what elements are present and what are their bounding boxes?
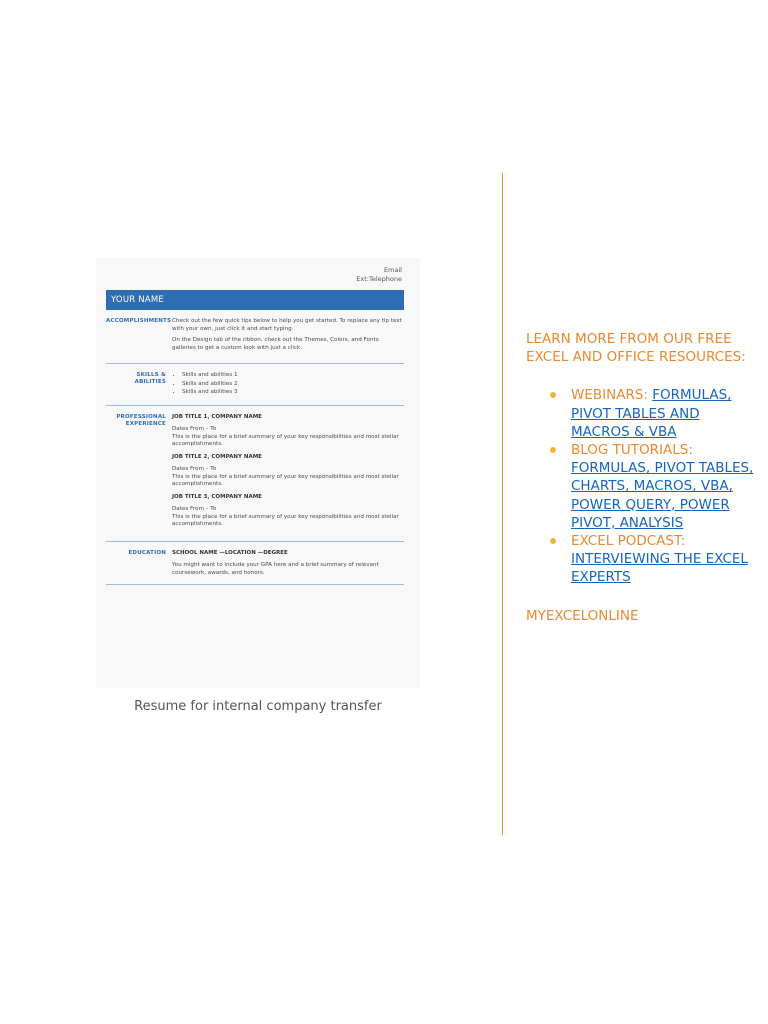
school-name: SCHOOL NAME —LOCATION —DEGREE	[172, 549, 288, 556]
section-label: ACCOMPLISHMENTS	[106, 318, 172, 324]
section-label: SKILLS & ABILITIES	[134, 372, 166, 385]
resource-label: EXCEL PODCAST:	[571, 533, 686, 550]
blog-tutorials-link[interactable]: FORMULAS, PIVOT TABLES, CHARTS, MACROS, VBA, POWER QUERY, POWER PIVOT, ANALYSIS	[571, 460, 754, 531]
accomplishments-section	[106, 310, 404, 364]
resource-item-podcast	[526, 532, 761, 587]
job-entry	[172, 494, 404, 529]
job-title: JOB TITLE 2, COMPANY NAME	[172, 453, 262, 460]
experience-section	[106, 406, 404, 542]
section-label: PROFESSIONAL EXPERIENCE	[116, 413, 166, 427]
resource-item-blog	[526, 441, 761, 532]
skills-section	[106, 364, 404, 406]
resume-preview	[106, 266, 404, 585]
resource-item-webinars	[526, 386, 761, 441]
job-description: This is the place for a brief summary of your key responsibilities and most stellar accomplishments.	[172, 433, 399, 447]
podcast-link[interactable]: INTERVIEWING THE EXCEL EXPERTS	[571, 551, 748, 586]
education-section	[106, 542, 404, 586]
bullet-icon	[550, 392, 556, 398]
skill-item: • Skills and abilities 1	[182, 372, 404, 380]
resume-email: Email	[383, 266, 402, 274]
job-entry	[172, 454, 404, 489]
skill-item: • Skills and abilities 3	[182, 389, 404, 397]
job-title: JOB TITLE 3, COMPANY NAME	[172, 493, 262, 500]
resume-contact	[106, 266, 402, 284]
resume-caption: Resume for internal company transfer	[134, 699, 382, 714]
job-dates: Dates From – To	[172, 506, 217, 512]
resource-label: BLOG TUTORIALS:	[571, 442, 693, 459]
bullet-icon	[550, 447, 556, 453]
education-description: You might want to include your GPA here and a brief summary of relevant coursework, awards, and honors.	[172, 562, 379, 576]
resources-panel	[526, 330, 761, 625]
resume-telephone: Ext:Telephone	[356, 275, 402, 283]
section-label: EDUCATION	[128, 549, 166, 556]
accomplishments-text-2: On the Design tab of the ribbon, check out the Themes, Colors, and Fonts galleries to get a custom look with just a click.	[172, 337, 379, 351]
job-description: This is the place for a brief summary of your key responsibilities and most stellar accomplishments.	[172, 513, 399, 527]
job-dates: Dates From – To	[172, 466, 217, 472]
bullet-icon	[550, 538, 556, 544]
job-title: JOB TITLE 1, COMPANY NAME	[172, 413, 262, 420]
vertical-divider	[502, 173, 503, 835]
webinars-link[interactable]: FORMULAS, PIVOT TABLES AND MACROS & VBA	[571, 387, 732, 440]
job-entry	[172, 414, 404, 449]
brand-name: MYEXCELONLINE	[526, 607, 639, 624]
resources-list	[526, 386, 761, 586]
job-description: This is the place for a brief summary of your key responsibilities and most stellar accomplishments.	[172, 473, 399, 487]
resources-heading: LEARN MORE FROM OUR FREE EXCEL AND OFFICE RESOURCES:	[526, 331, 746, 366]
resource-label: WEBINARS:	[571, 387, 653, 404]
job-dates: Dates From – To	[172, 426, 217, 432]
accomplishments-text-1: Check out the few quick tips below to help you get started. To replace any tip text with your own, just click it and start typing.	[172, 318, 402, 332]
skill-item: • Skills and abilities 2	[182, 381, 404, 389]
resume-name-bar: YOUR NAME	[106, 290, 404, 310]
